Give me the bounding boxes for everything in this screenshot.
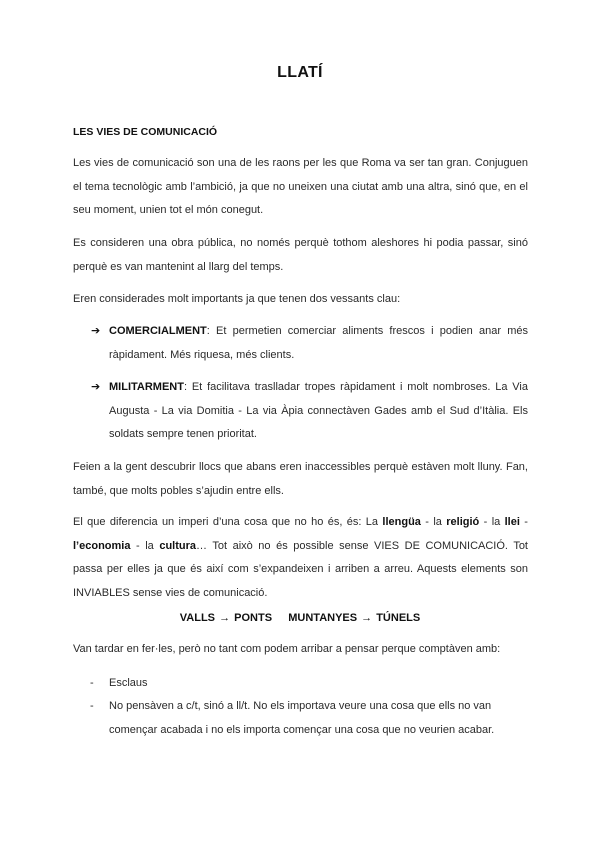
empire-term: cultura [159, 539, 197, 552]
bridges-tunnels-line: VALLS → PONTS MUNTANYES → TÚNELS [179, 612, 421, 624]
paragraph-public-work: Es consideren una obra pública, no només perquè tothom aleshores hi podia passar, sinó perquè es van mantenint al llarg del temps. [73, 237, 528, 273]
empire-term: llei [504, 516, 520, 528]
empire-text: - la [420, 516, 447, 528]
bullet-text: : Et facilitava traslladar tropes ràpidament i molt nombroses. La Via Augusta - La via Domitia - La via Àpia connectàven Gades amb el Sud d’Itàlia. Els soldats sempre tenen prioritat. [109, 381, 528, 440]
arrow-bullet-icon: ➔ [91, 325, 101, 337]
list-item-text: Esclaus [109, 677, 148, 689]
empire-term: l’economia [73, 539, 131, 552]
bullet-body [109, 320, 528, 367]
bullet-label: COMERCIALMENT [109, 325, 207, 337]
paragraph-took-time: Van tardar en fer·les, però no tant com podem arribar a pensar perque comptàven amb: [73, 643, 501, 655]
empire-text: - la [130, 539, 160, 552]
list-item-text: No pensàven a c/t, sinó a ll/t. No els importava veure una cosa que ells no van començar acabada i no els importa començar una cosa que no veurien acabar. [109, 700, 495, 736]
document-title: LLATÍ [277, 64, 323, 81]
bullet-label: MILITARMENT [109, 381, 184, 393]
paragraph-two-aspects: Eren considerades molt importants ja que tenen dos vessants clau: [73, 293, 401, 305]
bullet-text: : Et permetien comerciar aliments frescos i podien anar més ràpidament. Més riquesa, més clients. [109, 325, 528, 361]
paragraph-empire [73, 511, 528, 605]
bullet-commercial [91, 320, 528, 367]
empire-text: - [519, 516, 528, 528]
bullet-military [91, 376, 528, 447]
list-item [90, 672, 528, 696]
empire-text: … Tot això no és possible sense VIES DE COMUNICACIÓ. Tot passa per elles ja que és així com s’expandeixen i arriben a arreu. Aquests elements son INVIABLES sense vies de comunicació. [73, 539, 528, 599]
dash-bullet-icon: - [90, 700, 94, 712]
empire-text: - la [479, 516, 505, 528]
dash-bullet-icon: - [90, 677, 94, 689]
bullet-body [109, 376, 528, 447]
empire-text: El que diferencia un imperi d’una cosa que no ho és, és: La [73, 516, 383, 528]
list-item [90, 695, 528, 742]
empire-term: llengüa [382, 516, 421, 528]
arrow-bullet-icon: ➔ [91, 381, 101, 393]
empire-term: religió [446, 516, 480, 528]
paragraph-intro: Les vies de comunicació son una de les raons per les que Roma va ser tan gran. Conjuguen el tema tecnològic amb l’ambició, ja que no uneixen una ciutat amb una altra, sinó que, en el seu moment, unien tot el món conegut. [73, 157, 528, 216]
paragraph-discover: Feien a la gent descubrir llocs que abans eren inaccessibles perquè estàven molt lluny. Fan, també, que molts pobles s’ajudin entre ells. [73, 461, 528, 497]
section-heading: LES VIES DE COMUNICACIÓ [73, 126, 218, 138]
